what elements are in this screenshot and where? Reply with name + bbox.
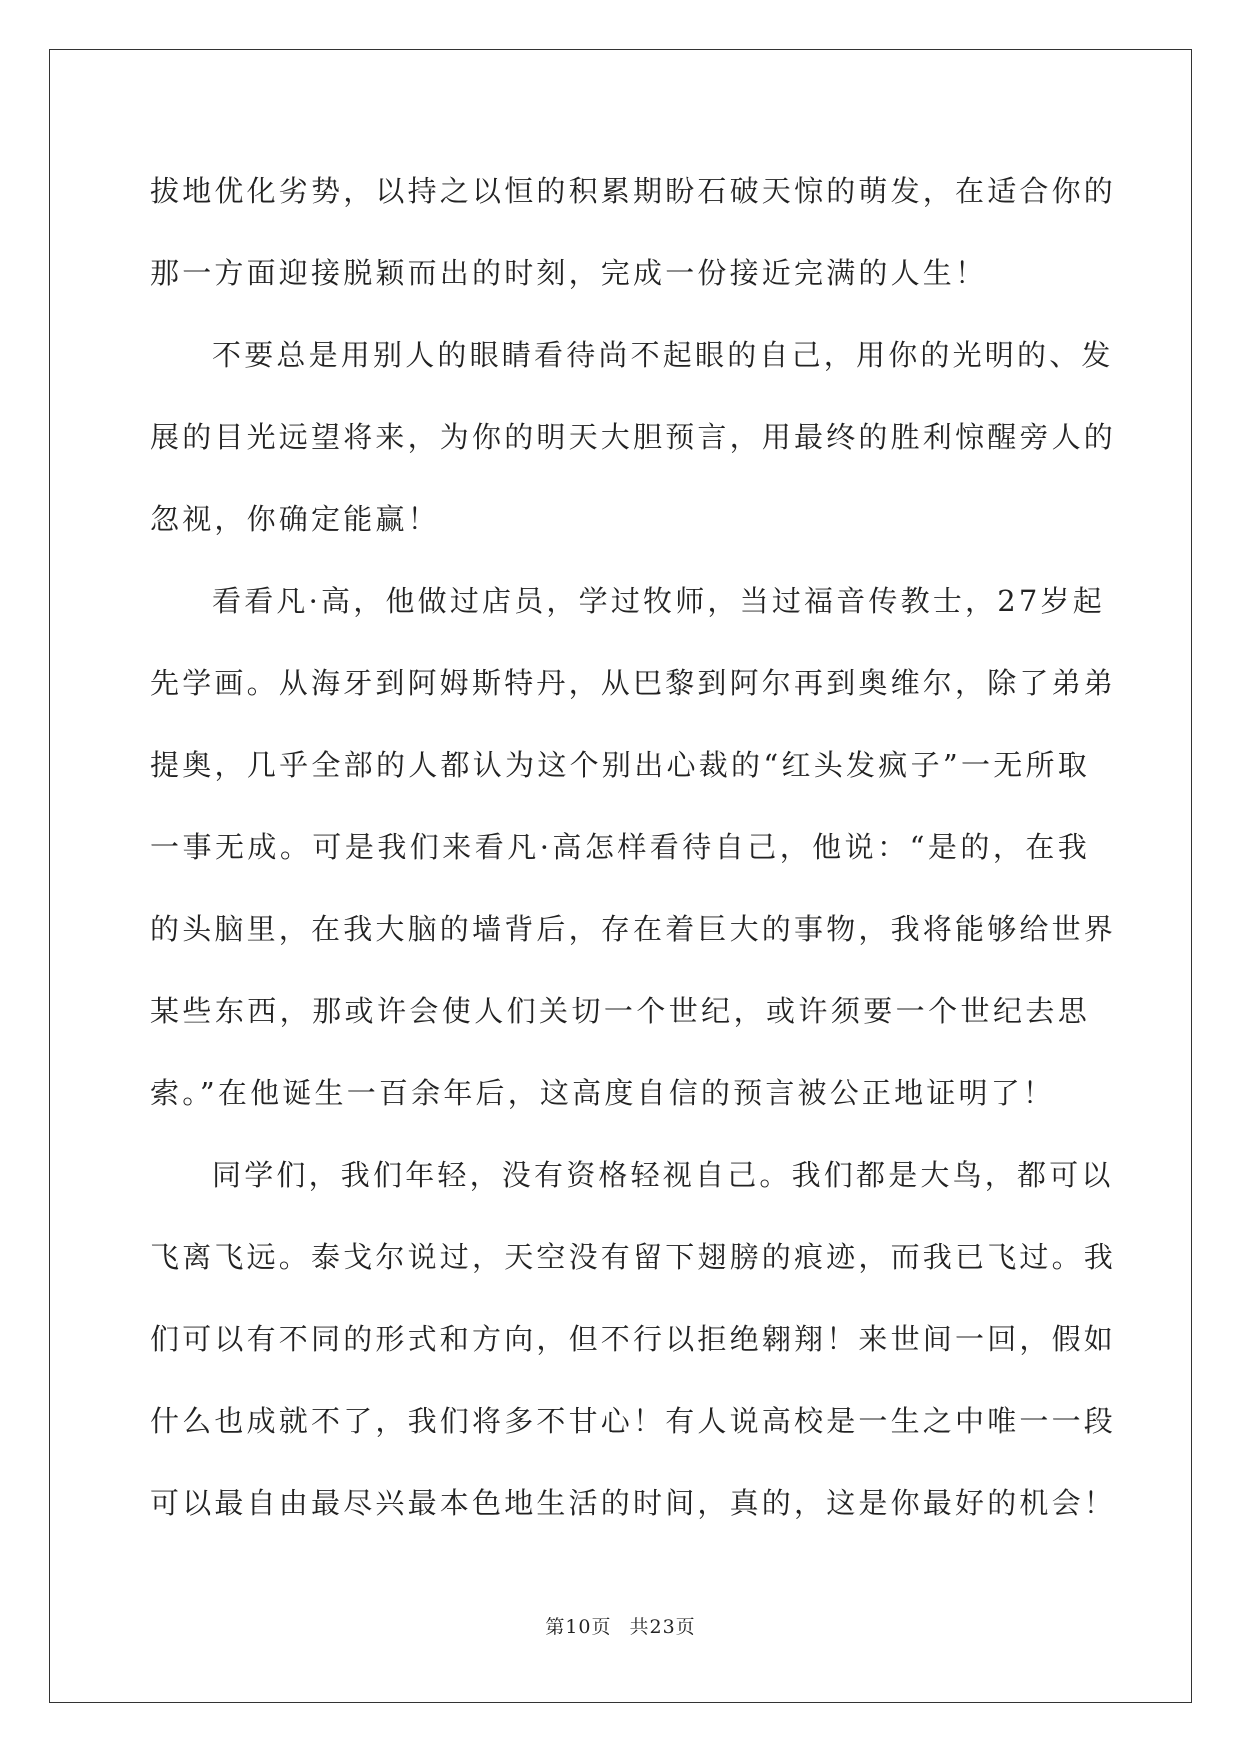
text-line: 忽视，你确定能赢！ — [150, 502, 440, 536]
text-line: 可以最自由最尽兴最本色地生活的时间，真的，这是你最好的机会！ — [150, 1486, 1117, 1520]
text-line: 提奥，几乎全部的人都认为这个别出心裁的“红头发疯子”一无所取 — [150, 748, 1090, 782]
text-line: 某些东西，那或许会使人们关切一个世纪，或许须要一个世纪去思 — [150, 994, 1090, 1028]
text-line: 拔地优化劣势，以持之以恒的积累期盼石破天惊的萌发，在适合你的 — [150, 174, 1117, 208]
text-line: 展的目光远望将来，为你的明天大胆预言，用最终的胜利惊醒旁人的 — [150, 420, 1117, 454]
paragraph-start-line: 同学们，我们年轻，没有资格轻视自己。我们都是大鸟，都可以 — [212, 1158, 1114, 1192]
text-line: 一事无成。可是我们来看凡·高怎样看待自己，他说：“是的，在我 — [150, 830, 1090, 864]
text-line: 什么也成就不了，我们将多不甘心！有人说高校是一生之中唯一一段 — [150, 1404, 1117, 1438]
current-page-label: 第10页 — [545, 1616, 612, 1638]
paragraph-start-line: 看看凡·高，他做过店员，学过牧师，当过福音传教士，27岁起 — [212, 584, 1105, 618]
text-line: 的头脑里，在我大脑的墙背后，存在着巨大的事物，我将能够给世界 — [150, 912, 1117, 946]
page-footer — [0, 1612, 1241, 1639]
document-body — [150, 150, 1117, 1544]
paragraph-start-line: 不要总是用别人的眼睛看待尚不起眼的自己，用你的光明的、发 — [212, 338, 1114, 372]
text-line: 先学画。从海牙到阿姆斯特丹，从巴黎到阿尔再到奥维尔，除了弟弟 — [150, 666, 1117, 700]
text-line: 们可以有不同的形式和方向，但不行以拒绝翱翔！来世间一回，假如 — [150, 1322, 1117, 1356]
text-line: 那一方面迎接脱颖而出的时刻，完成一份接近完满的人生！ — [150, 256, 988, 290]
text-line: 飞离飞远。泰戈尔说过，天空没有留下翅膀的痕迹，而我已飞过。我 — [150, 1240, 1117, 1274]
text-line: 索。”在他诞生一百余年后，这高度自信的预言被公正地证明了！ — [150, 1076, 1056, 1110]
total-pages-label: 共23页 — [629, 1616, 696, 1638]
